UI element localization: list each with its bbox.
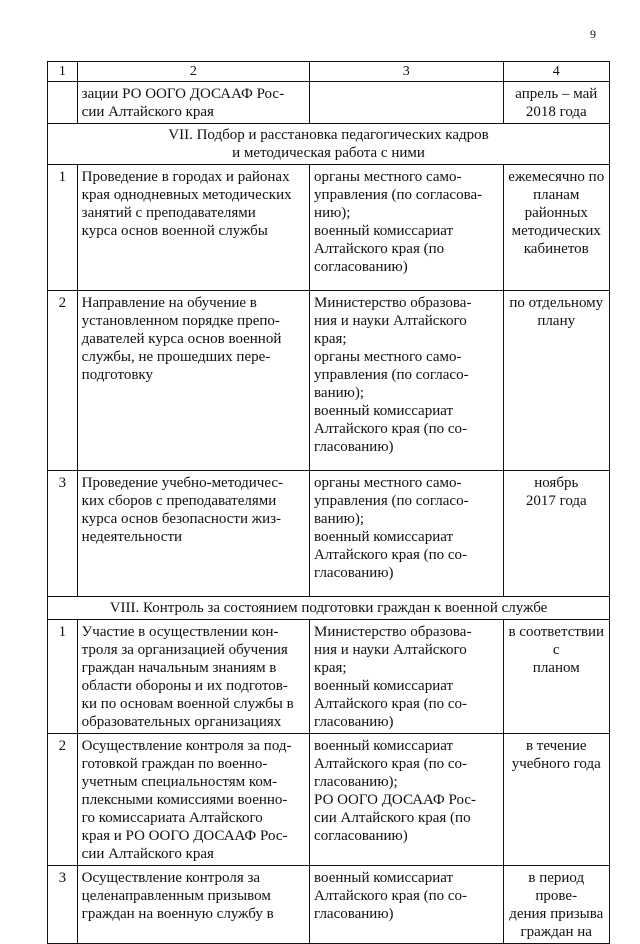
responsible-cell bbox=[310, 620, 503, 734]
deadline-cell-line: 2018 года bbox=[525, 104, 587, 120]
deadline-cell-line: в период прове- bbox=[528, 870, 585, 904]
activity-cell-line: ки по основам военной службы в bbox=[81, 696, 294, 712]
deadline-cell-line: по отдельному bbox=[509, 295, 604, 311]
deadline-cell-line: районных bbox=[524, 205, 588, 221]
column-header: 1 bbox=[48, 62, 78, 82]
column-header-row bbox=[48, 62, 610, 82]
table-row bbox=[48, 471, 610, 597]
activity-cell bbox=[77, 291, 309, 471]
activity-cell-line: Участие в осуществлении кон- bbox=[81, 624, 279, 640]
section-title-line: и методическая работа с ними bbox=[232, 145, 425, 161]
deadline-cell-line: ноябрь bbox=[534, 475, 579, 491]
activity-cell-line: курса основ безопасности жиз- bbox=[81, 511, 282, 527]
responsible-cell-line: управления (по согласо- bbox=[314, 367, 469, 383]
row-number: 2 bbox=[48, 734, 78, 866]
activity-cell-line: курса основ военной службы bbox=[81, 223, 268, 239]
activity-cell-line: зации РО ООГО ДОСААФ Рос- bbox=[81, 86, 285, 102]
section-title-line: VIII. Контроль за состоянием подготовки граждан к военной службе bbox=[109, 600, 548, 616]
activity-cell-line: края и РО ООГО ДОСААФ Рос- bbox=[81, 828, 288, 844]
activity-cell-line: подготовку bbox=[81, 367, 153, 383]
section-title-line: VII. Подбор и расстановка педагогических кадров bbox=[168, 127, 489, 143]
activity-cell-line: ких сборов с преподавателями bbox=[81, 493, 277, 509]
responsible-cell-line: согласованию) bbox=[314, 259, 408, 275]
deadline-cell-line: в течение bbox=[525, 738, 587, 754]
responsible-cell-line: Алтайского края (по bbox=[314, 241, 445, 257]
row-number: 2 bbox=[48, 291, 78, 471]
deadline-cell bbox=[503, 620, 609, 734]
activity-cell bbox=[77, 82, 309, 124]
responsible-cell-line: военный комиссариат bbox=[314, 223, 454, 239]
activity-cell-line: Осуществление контроля за под- bbox=[81, 738, 292, 754]
page-number: 9 bbox=[590, 27, 596, 41]
activity-cell bbox=[77, 471, 309, 597]
activity-cell-line: троля за организацией обучения bbox=[81, 642, 288, 658]
responsible-cell bbox=[310, 471, 503, 597]
responsible-cell-line: военный комиссариат bbox=[314, 870, 454, 886]
activity-cell-line: образовательных организациях bbox=[81, 714, 282, 730]
activity-cell bbox=[77, 734, 309, 866]
responsible-cell-line: РО ООГО ДОСААФ Рос- bbox=[314, 792, 477, 808]
responsible-cell-line: управления (по согласо- bbox=[314, 493, 469, 509]
row-number: 3 bbox=[48, 471, 78, 597]
responsible-cell-line: гласованию) bbox=[314, 565, 394, 581]
section-title bbox=[48, 124, 610, 165]
deadline-cell-line: кабинетов bbox=[523, 241, 589, 257]
deadline-cell bbox=[503, 734, 609, 866]
responsible-cell-line: гласованию) bbox=[314, 714, 394, 730]
deadline-cell-line: дения призыва bbox=[509, 906, 604, 922]
table-row bbox=[48, 620, 610, 734]
activity-cell-line: недеятельности bbox=[81, 529, 183, 545]
responsible-cell-line: согласованию) bbox=[314, 828, 408, 844]
activity-cell-line: целенаправленным призывом bbox=[81, 888, 271, 904]
activity-cell-line: граждан начальным знаниям в bbox=[81, 660, 277, 676]
activity-cell-line: Направление на обучение в bbox=[81, 295, 257, 311]
responsible-cell-line: органы местного само- bbox=[314, 349, 462, 365]
responsible-cell-line: края; bbox=[314, 331, 347, 347]
responsible-cell-line: края; bbox=[314, 660, 347, 676]
activity-cell-line: сии Алтайского края bbox=[81, 846, 214, 862]
deadline-cell-line: методических bbox=[511, 223, 601, 239]
responsible-cell bbox=[310, 82, 503, 124]
activity-cell-line: Проведение в городах и районах bbox=[81, 169, 290, 185]
deadline-cell-line: в соответствии с bbox=[508, 624, 605, 658]
row-number bbox=[48, 82, 78, 124]
responsible-cell bbox=[310, 291, 503, 471]
section-heading-viii bbox=[48, 597, 610, 620]
deadline-cell-line: планам bbox=[533, 187, 580, 203]
activity-cell-line: установленном порядке препо- bbox=[81, 313, 280, 329]
table-row bbox=[48, 82, 610, 124]
responsible-cell-line: сии Алтайского края (по bbox=[314, 810, 471, 826]
row-number: 3 bbox=[48, 866, 78, 944]
responsible-cell-line: ванию); bbox=[314, 511, 365, 527]
activity-cell-line: готовкой граждан по военно- bbox=[81, 756, 268, 772]
activity-cell-line: Проведение учебно-методичес- bbox=[81, 475, 284, 491]
deadline-cell-line: учебного года bbox=[511, 756, 601, 772]
row-number: 1 bbox=[48, 165, 78, 291]
table-row bbox=[48, 734, 610, 866]
activity-cell-line: Осуществление контроля за bbox=[81, 870, 261, 886]
activity-cell-line: края однодневных методических bbox=[81, 187, 292, 203]
responsible-cell-line: органы местного само- bbox=[314, 169, 462, 185]
responsible-cell-line: ния и науки Алтайского bbox=[314, 313, 467, 329]
responsible-cell-line: Алтайского края (по со- bbox=[314, 547, 468, 563]
row-number: 1 bbox=[48, 620, 78, 734]
responsible-cell-line: управления (по согласова- bbox=[314, 187, 483, 203]
deadline-cell bbox=[503, 291, 609, 471]
activity-cell-line: го комиссариата Алтайского bbox=[81, 810, 263, 826]
table-row bbox=[48, 165, 610, 291]
responsible-cell-line: Алтайского края (по со- bbox=[314, 756, 468, 772]
responsible-cell-line: Министерство образова- bbox=[314, 295, 472, 311]
responsible-cell-line: ния и науки Алтайского bbox=[314, 642, 467, 658]
responsible-cell-line: военный комиссариат bbox=[314, 738, 454, 754]
responsible-cell-line: Алтайского края (по со- bbox=[314, 888, 468, 904]
deadline-cell bbox=[503, 82, 609, 124]
responsible-cell-line: гласованию) bbox=[314, 439, 394, 455]
responsible-cell-line: военный комиссариат bbox=[314, 678, 454, 694]
activity-cell-line: области обороны и их подготов- bbox=[81, 678, 288, 694]
column-header: 4 bbox=[503, 62, 609, 82]
column-header: 2 bbox=[77, 62, 309, 82]
section-heading-vii bbox=[48, 124, 610, 165]
activity-cell-line: службы, не прошедших пере- bbox=[81, 349, 271, 365]
deadline-cell bbox=[503, 471, 609, 597]
activity-cell-line: граждан на военную службу в bbox=[81, 906, 274, 922]
responsible-cell bbox=[310, 165, 503, 291]
activity-cell bbox=[77, 165, 309, 291]
responsible-cell-line: нию); bbox=[314, 205, 351, 221]
activity-cell-line: плексными комиссиями военно- bbox=[81, 792, 288, 808]
activity-cell bbox=[77, 620, 309, 734]
responsible-cell-line: гласованию) bbox=[314, 906, 394, 922]
deadline-cell-line: планом bbox=[532, 660, 580, 676]
deadline-cell-line: ежемесячно по bbox=[508, 169, 605, 185]
table-row bbox=[48, 291, 610, 471]
activity-plan-table bbox=[47, 61, 610, 944]
deadline-cell-line: граждан на bbox=[520, 924, 592, 940]
activity-cell-line: сии Алтайского края bbox=[81, 104, 214, 120]
responsible-cell-line: органы местного само- bbox=[314, 475, 462, 491]
column-header: 3 bbox=[310, 62, 503, 82]
responsible-cell-line: Министерство образова- bbox=[314, 624, 472, 640]
deadline-cell-line: 2017 года bbox=[525, 493, 587, 509]
activity-cell-line: давателей курса основ военной bbox=[81, 331, 282, 347]
responsible-cell-line: Алтайского края (по со- bbox=[314, 696, 468, 712]
deadline-cell-line: плану bbox=[537, 313, 576, 329]
deadline-cell-line: апрель – май bbox=[515, 86, 598, 102]
responsible-cell-line: Алтайского края (по со- bbox=[314, 421, 468, 437]
section-title bbox=[48, 597, 610, 620]
activity-cell-line: занятий с преподавателями bbox=[81, 205, 256, 221]
responsible-cell bbox=[310, 734, 503, 866]
responsible-cell-line: ванию); bbox=[314, 385, 365, 401]
deadline-cell bbox=[503, 165, 609, 291]
activity-cell-line: учетным специальностям ком- bbox=[81, 774, 278, 790]
responsible-cell-line: гласованию); bbox=[314, 774, 398, 790]
responsible-cell-line: военный комиссариат bbox=[314, 529, 454, 545]
responsible-cell-line: военный комиссариат bbox=[314, 403, 454, 419]
